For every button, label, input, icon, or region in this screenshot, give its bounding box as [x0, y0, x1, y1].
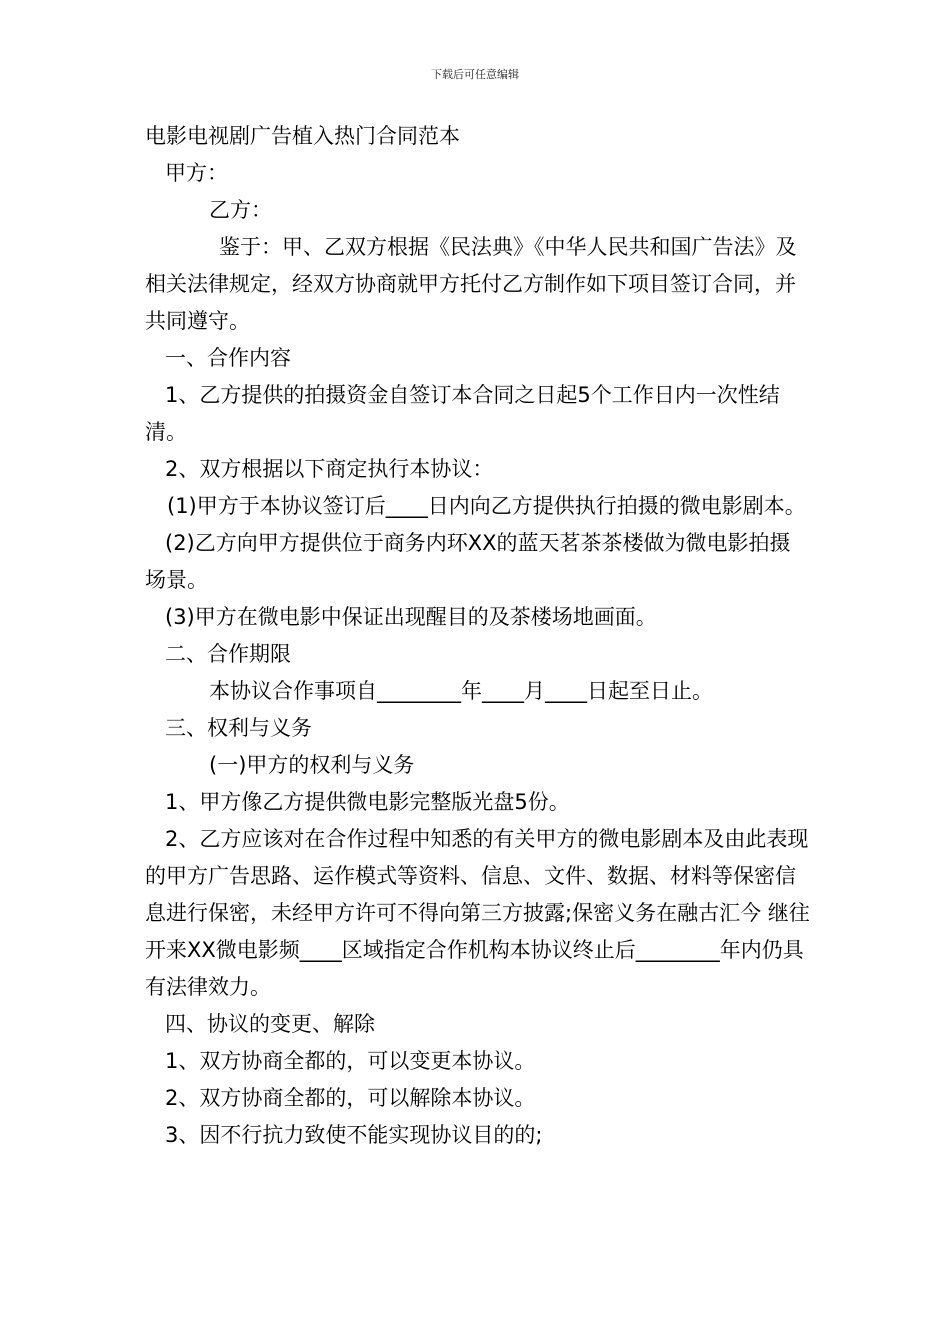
section-3-item-2: 2、乙方应该对在合作过程中知悉的有关甲方的微电影剧本及由此表现的甲方广告思路、运作模式等资料、信息、文件、数据、材料等保密信息进行保密，未经甲方许可不得向第三方披露;保密义务在融古汇今 继往开来XX微电影频____区域指定合作机构本协议终止后________年内仍具有法律效力。 [145, 827, 810, 999]
header-note: 下载后可任意编辑 [431, 68, 519, 81]
section-1-title: 一、合作内容 [165, 346, 291, 370]
section-1-item-2: 2、双方根据以下商定执行本协议： [165, 457, 494, 481]
section-4-title: 四、协议的变更、解除 [165, 1012, 375, 1036]
preamble-text: 鉴于：甲、乙双方根据《民法典》《中华人民共和国广告法》及相关法律规定，经双方协商就甲方托付乙方制作如下项目签订合同，并共同遵守。 [145, 235, 797, 333]
section-3-item-1: 1、甲方像乙方提供微电影完整版光盘5份。 [165, 790, 570, 814]
party-b-label: 乙方： [209, 198, 272, 222]
document-body [145, 118, 810, 1154]
section-4-item-3: 3、因不行抗力致使不能实现协议目的的; [165, 1123, 543, 1147]
section-2-title: 二、合作期限 [165, 642, 291, 666]
preamble-paragraph [145, 229, 810, 340]
section-2-text: 本协议合作事项自________年____月____日起至日止。 [209, 679, 713, 703]
section-3-subtitle: (一)甲方的权利与义务 [209, 753, 415, 777]
section-1-item-1: 1、乙方提供的拍摄资金自签订本合同之日起5个工作日内一次性结清。 [145, 383, 780, 444]
section-4-item-2: 2、双方协商全都的，可以解除本协议。 [165, 1086, 536, 1110]
section-1-sub-3: (3)甲方在微电影中保证出现醒目的及茶楼场地画面。 [165, 605, 657, 629]
section-4-item-1: 1、双方协商全都的，可以变更本协议。 [165, 1049, 536, 1073]
section-3-title: 三、权利与义务 [165, 716, 312, 740]
party-a-label: 甲方： [165, 161, 228, 185]
section-1-sub-1: (1)甲方于本协议签订后____日内向乙方提供执行拍摄的微电影剧本。 [167, 494, 806, 518]
document-title: 电影电视剧广告植入热门合同范本 [145, 124, 460, 148]
section-1-sub-2: (2)乙方向甲方提供位于商务内环XX的蓝天茗茶茶楼做为微电影拍摄场景。 [145, 531, 791, 592]
